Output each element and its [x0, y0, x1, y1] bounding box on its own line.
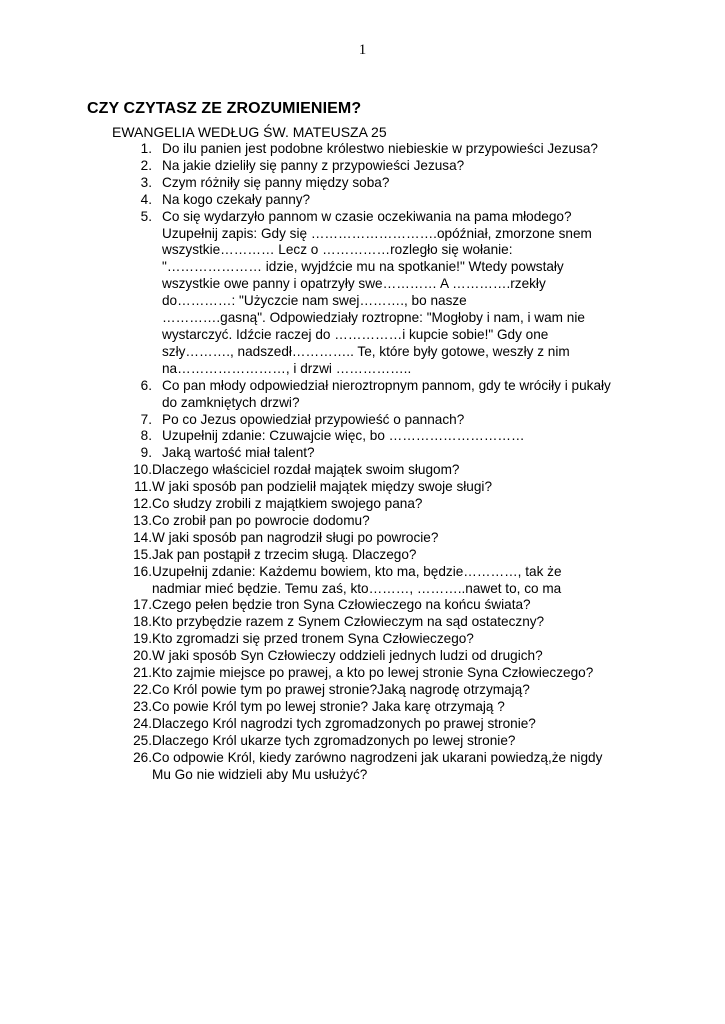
- question-number: 1.: [140, 141, 152, 156]
- question-number: 8.: [140, 428, 152, 444]
- question-item: [112, 445, 652, 462]
- question-number: 26.: [133, 749, 152, 765]
- question-number: 4.: [140, 191, 152, 207]
- question-item: [112, 513, 652, 530]
- question-item: [112, 530, 652, 547]
- question-text: Na jakie dzieliły się panny z przypowieści Jezusa?: [162, 157, 465, 173]
- question-text: Uzupełnij zdanie: Każdemu bowiem, kto ma, będzie…………, tak że nadmiar mieć będzie. Temu zaś, kto………, ………..nawet to, co ma: [152, 563, 562, 596]
- question-number: 18.: [133, 614, 152, 630]
- question-item: [112, 496, 652, 513]
- question-item: [112, 378, 652, 412]
- question-number: 2.: [140, 157, 152, 173]
- question-number: 6.: [140, 377, 152, 393]
- question-number: 10.: [133, 462, 152, 478]
- question-number: 11.: [134, 479, 152, 495]
- question-text: Co powie Król tym po lewej stronie? Jaka karę otrzymają ?: [152, 698, 505, 714]
- document-subtitle: EWANGELIA WEDŁUG ŚW. MATEUSZA 25: [112, 124, 387, 140]
- question-number: 12.: [133, 496, 152, 512]
- question-number: 20.: [133, 648, 152, 664]
- question-number: 22.: [133, 682, 152, 697]
- question-text: Po co Jezus opowiedział przypowieść o pannach?: [162, 411, 465, 427]
- question-item: [112, 209, 652, 378]
- question-number: 17.: [133, 597, 152, 613]
- question-text: Na kogo czekały panny?: [162, 191, 311, 207]
- question-item: [112, 682, 652, 699]
- question-item: [112, 648, 652, 665]
- question-number: 25.: [133, 732, 152, 748]
- question-number: 23.: [133, 698, 152, 714]
- question-text: Kto zajmie miejsce po prawej, a kto po lewej stronie Syna Człowieczego?: [152, 665, 594, 681]
- question-text: Czym różniły się panny między soba?: [162, 174, 390, 190]
- question-text: Kto zgromadzi się przed tronem Syna Człowieczego?: [152, 631, 474, 647]
- question-number: 3.: [140, 174, 152, 190]
- question-number: 16.: [133, 563, 152, 579]
- question-number: 21.: [133, 665, 152, 681]
- page-number: 1: [358, 42, 367, 58]
- question-item: [112, 614, 652, 631]
- question-text: Co się wydarzyło pannom w czasie oczekiwania na pama młodego? Uzupełnij zapis: Gdy się ……………………….opóźniał, zmorzone snem wszystkie………… Lecz o ……………rozległo się wołanie: "………………… idzie, wyjdźcie mu na spotkanie!" Wtedy powstały wszystkie owe panny i opatrzyły swe………… A ………….rzekły do…………: "Użyczcie nam swej………., bo nasze ………….gasną". Odpowiedziały roztropne: "Mogłoby i nam, i wam nie wystarczyć. Idźcie raczej do ……………i kupcie sobie!" Gdy one szły………., nadszedł………….. Te, które były gotowe, weszły z nim na……………………, i drzwi ……………..: [162, 208, 592, 376]
- question-item: [112, 175, 652, 192]
- question-text: Jak pan postąpił z trzecim sługą. Dlaczego?: [152, 546, 417, 562]
- question-item: [112, 699, 652, 716]
- question-item: [112, 479, 652, 496]
- question-text: Czego pełen będzie tron Syna Człowieczego na końcu świata?: [152, 597, 531, 613]
- question-text: Co odpowie Król, kiedy zarówno nagrodzeni jak ukarani powiedzą,że nigdy Mu Go nie widzieli aby Mu usłużyć?: [152, 749, 603, 782]
- question-item: [112, 564, 652, 598]
- question-item: [112, 750, 652, 784]
- question-text: Do ilu panien jest podobne królestwo niebieskie w przypowieści Jezusa?: [162, 141, 598, 156]
- question-item: [112, 733, 652, 750]
- question-text: Co Król powie tym po prawej stronie?Jaką nagrodę otrzymają?: [152, 682, 530, 697]
- question-text: Dlaczego Król ukarze tych zgromadzonych po lewej stronie?: [152, 732, 516, 748]
- question-text: Co zrobił pan po powrocie dodomu?: [152, 512, 370, 528]
- question-item: [112, 462, 652, 479]
- question-item: [112, 141, 652, 158]
- question-text: Uzupełnij zdanie: Czuwajcie więc, bo …………………………: [162, 428, 525, 444]
- question-item: [112, 547, 652, 564]
- question-text: Co słudzy zrobili z majątkiem swojego pana?: [152, 496, 423, 512]
- question-number: 24.: [133, 715, 152, 731]
- question-item: [112, 597, 652, 614]
- question-item: [112, 158, 652, 175]
- question-text: Co pan młody odpowiedział nieroztropnym pannom, gdy te wróciły i pukały do zamkniętych drzwi?: [162, 377, 611, 410]
- question-number: 5.: [140, 208, 152, 224]
- question-text: W jaki sposób pan podzielił majątek między swoje sługi?: [152, 479, 493, 495]
- question-number: 19.: [133, 631, 152, 647]
- question-item: [112, 412, 652, 429]
- question-text: Kto przybędzie razem z Synem Człowieczym na sąd ostateczny?: [152, 614, 545, 630]
- question-number: 9.: [140, 445, 152, 461]
- document-title: CZY CZYTASZ ZE ZROZUMIENIEM?: [87, 100, 362, 117]
- question-text: W jaki sposób Syn Człowieczy oddzieli jednych ludzi od drugich?: [152, 648, 543, 664]
- question-number: 13.: [133, 512, 152, 528]
- question-item: [112, 665, 652, 682]
- question-list: [112, 141, 652, 783]
- question-item: [112, 428, 652, 445]
- question-item: [112, 631, 652, 648]
- question-text: W jaki sposób pan nagrodził sługi po powrocie?: [152, 529, 439, 545]
- question-text: Dlaczego właściciel rozdał majątek swoim sługom?: [152, 462, 460, 478]
- question-item: [112, 716, 652, 733]
- question-number: 7.: [140, 411, 152, 427]
- question-number: 14.: [133, 529, 152, 545]
- question-text: Jaką wartość miał talent?: [162, 445, 315, 461]
- question-text: Dlaczego Król nagrodzi tych zgromadzonych po prawej stronie?: [152, 715, 536, 731]
- question-item: [112, 192, 652, 209]
- question-number: 15.: [133, 546, 152, 562]
